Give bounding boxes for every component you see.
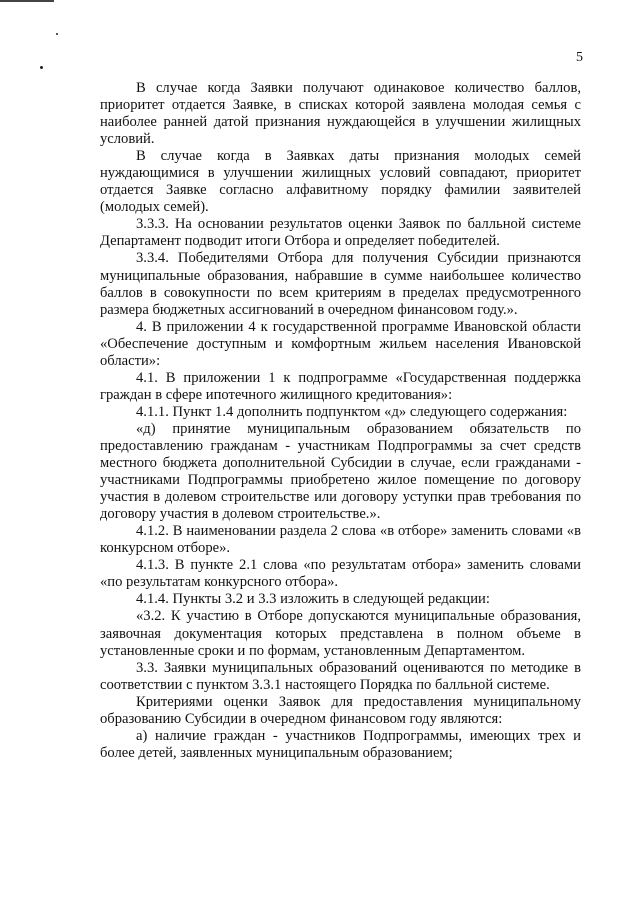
paragraph-3-3-4: 3.3.4. Победителями Отбора для получения Субсидии признаются муниципальные образования, набравшие в сумме наибольшее количество баллов в совокупности по всем критериям в пределах предусмотренного размера бюджетных ассигнований в очередном финансовом году.». bbox=[100, 250, 581, 318]
paragraph-4-1-3: 4.1.3. В пункте 2.1 слова «по результатам отбора» заменить словами «по результатам конкурсного отбора». bbox=[100, 557, 581, 591]
paragraph-subclause-d: «д) принятие муниципальным образованием обязательств по предоставлению гражданам - участникам Подпрограммы за счет средств местного бюджета дополнительной Субсидии в случае, если гражданами - участниками Подпрограммы приобретено жилое помещение по договору участия в долевом строительстве или договору уступки прав требования по договору участия в долевом строительстве.». bbox=[100, 420, 581, 523]
paragraph-equal-dates: В случае когда в Заявках даты признания молодых семей нуждающимися в улучшении жилищных условий совпадают, приоритет отдается Заявке согласно алфавитному порядку фамилии заявителей (молодых семей). bbox=[100, 148, 581, 216]
paragraph-4-1-2: 4.1.2. В наименовании раздела 2 слова «в отборе» заменить словами «в конкурсном отборе». bbox=[100, 523, 581, 557]
paragraph-criterion-a: а) наличие граждан - участников Подпрограммы, имеющих трех и более детей, заявленных муниципальным образованием; bbox=[100, 727, 581, 761]
paragraph-3-3: 3.3. Заявки муниципальных образований оцениваются по методике в соответствии с пунктом 3.3.1 настоящего Порядка по балльной системе. bbox=[100, 659, 581, 693]
paragraph-criteria: Критериями оценки Заявок для предоставления муниципальному образованию Субсидии в очередном финансовом году являются: bbox=[100, 693, 581, 727]
paragraph-4-1: 4.1. В приложении 1 к подпрограмме «Государственная поддержка граждан в сфере ипотечного жилищного кредитования»: bbox=[100, 369, 581, 403]
page-number: 5 bbox=[576, 50, 583, 65]
scan-edge-mark bbox=[0, 0, 54, 2]
document-body bbox=[100, 80, 581, 762]
paragraph-equal-points: В случае когда Заявки получают одинаковое количество баллов, приоритет отдается Заявке, в списках которой заявлена молодая семья с наиболее ранней датой признания нуждающейся в улучшении жилищных условий. bbox=[100, 80, 581, 148]
paragraph-4: 4. В приложении 4 к государственной программе Ивановской области «Обеспечение доступным и комфортным жильем населения Ивановской области»: bbox=[100, 318, 581, 369]
paragraph-4-1-1: 4.1.1. Пункт 1.4 дополнить подпунктом «д» следующего содержания: bbox=[136, 403, 568, 420]
paragraph-3-3-3: 3.3.3. На основании результатов оценки Заявок по балльной системе Департамент подводит итоги Отбора и определяет победителей. bbox=[100, 216, 581, 250]
paragraph-3-2: «3.2. К участию в Отборе допускаются муниципальные образования, заявочная документация которых представлена в полном объеме в установленные сроки и по формам, установленным Департаментом. bbox=[100, 608, 581, 659]
paragraph-4-1-4: 4.1.4. Пункты 3.2 и 3.3 изложить в следующей редакции: bbox=[136, 591, 490, 608]
scan-speck bbox=[56, 33, 58, 35]
scan-speck bbox=[40, 66, 43, 69]
